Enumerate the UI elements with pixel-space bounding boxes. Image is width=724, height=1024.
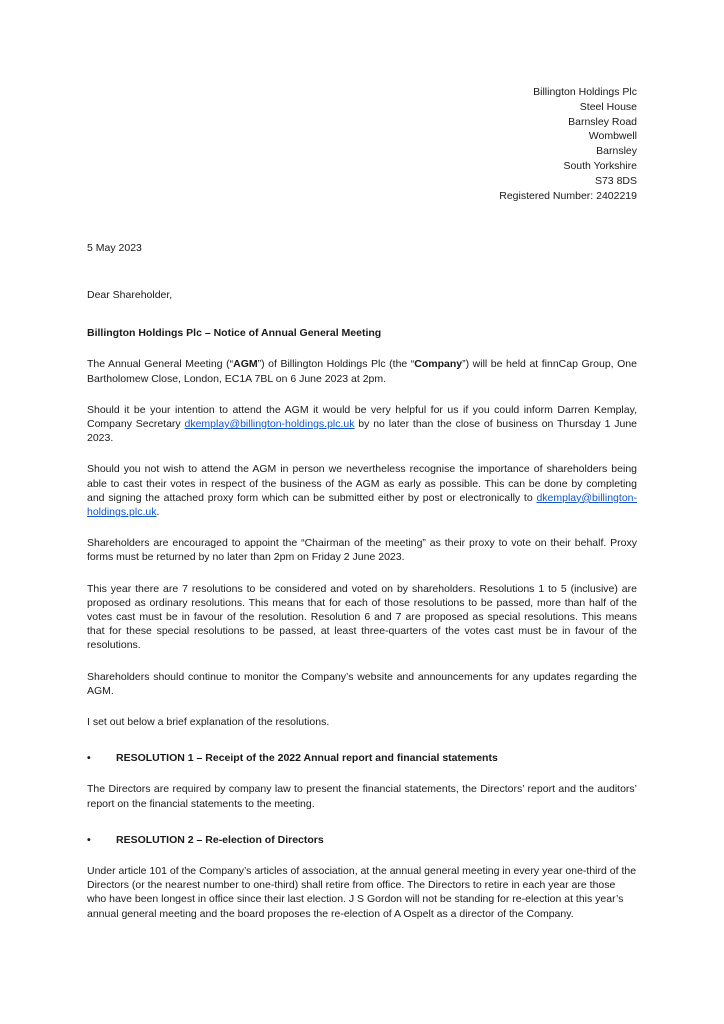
paragraph-monitor-website: Shareholders should continue to monitor the Company’s website and announcements for any updates regarding the AGM. [87, 670, 637, 697]
salutation: Dear Shareholder, [87, 289, 173, 302]
paragraph-chairman-proxy: Shareholders are encouraged to appoint the “Chairman of the meeting” as their proxy to vote on their behalf. Proxy forms must be returned by no later than 2pm on Friday 2 June 2023. [87, 537, 637, 564]
paragraph-agm-details [87, 357, 637, 385]
letterhead-line-town: Barnsley [596, 145, 637, 158]
proxy-submit-part2: . [156, 506, 160, 518]
letterhead-line-county: South Yorkshire [563, 159, 637, 172]
resolution-1-heading-row [87, 751, 637, 765]
agm-intro-part2: ”) of Billington Holdings Plc (the “ [257, 358, 415, 371]
letterhead-line-street: Barnsley Road [568, 115, 637, 128]
resolution-2-heading-row [87, 833, 637, 847]
letterhead-line-building: Steel House [579, 100, 637, 113]
letterhead-address-block [87, 85, 637, 203]
letter-subject-heading: Billington Holdings Plc – Notice of Annual General Meeting [87, 327, 382, 340]
resolution-2-heading: RESOLUTION 2 – Re-election of Directors [116, 833, 324, 846]
resolution-1-heading: RESOLUTION 1 – Receipt of the 2022 Annual report and financial statements [116, 752, 498, 765]
agm-intro-part1: The Annual General Meeting (“ [87, 358, 234, 371]
letterhead-line-company: Billington Holdings Plc [533, 86, 637, 98]
agm-abbreviation: AGM [233, 358, 258, 371]
attend-notify-part2: by no later than the close of business on Thursday 1 June 2023. [87, 417, 637, 445]
agm-intro-part3: ”) will be held at finnCap Group, One Bartholomew Close, London, EC1A 7BL on 6 June 2023 at 2pm. [87, 358, 637, 385]
paragraph-resolutions-overview: This year there are 7 resolutions to be considered and voted on by shareholders. Resolutions 1 to 5 (inclusive) are proposed as ordinary resolutions. This means that for each of those resolutions to be passed, more than half of the votes cast must be in favour of the resolution. Resolution 6 and 7 are proposed as special resolutions. This means that for these special resolutions to be passed, at least three-quarters of the votes cast must be in favour of the resolutions. [87, 582, 637, 652]
letter-date: 5 May 2023 [87, 242, 142, 255]
proxy-submit-part1: Should you not wish to attend the AGM in person we nevertheless recognise the importance of shareholders being able to cast their votes in respect of the business of the AGM as early as possible. This can be done by completing and signing the attached proxy form which can be submitted either by post or electronically to [87, 463, 637, 504]
company-abbreviation: Company [414, 358, 463, 371]
paragraph-proxy-submission [87, 462, 637, 519]
resolution-1-body: The Directors are required by company law to present the financial statements, the Directors’ report and the auditors’ report on the financial statements to the meeting. [87, 783, 637, 810]
paragraph-attendance-notification [87, 403, 637, 446]
letterhead-line-registered-number: Registered Number: 2402219 [499, 189, 637, 202]
bullet-icon: • [87, 752, 91, 765]
company-secretary-email-link[interactable]: dkemplay@billington-holdings.plc.uk [184, 417, 355, 430]
resolution-2-body: Under article 101 of the Company’s articles of association, at the annual general meeting in every year one-third of the Directors (or the nearest number to one-third) shall retire from office. The Directors to retire in each year are those who have been longest in office since their last election. J S Gordon will not be standing for re-election at this year’s annual general meeting and the board proposes the re-election of A Ospelt as a director of the Company. [87, 865, 637, 920]
paragraph-set-out-below: I set out below a brief explanation of the resolutions. [87, 716, 330, 729]
letterhead-line-postcode: S73 8DS [594, 174, 637, 187]
proxy-email-link[interactable]: dkemplay@billington-holdings.plc.uk [87, 491, 637, 518]
bullet-icon: • [87, 833, 91, 846]
attend-notify-part1: Should it be your intention to attend the AGM it would be very helpful for us if you could inform Darren Kemplay, Company Secretary [87, 403, 637, 430]
letterhead-line-locality: Wombwell [588, 130, 637, 143]
